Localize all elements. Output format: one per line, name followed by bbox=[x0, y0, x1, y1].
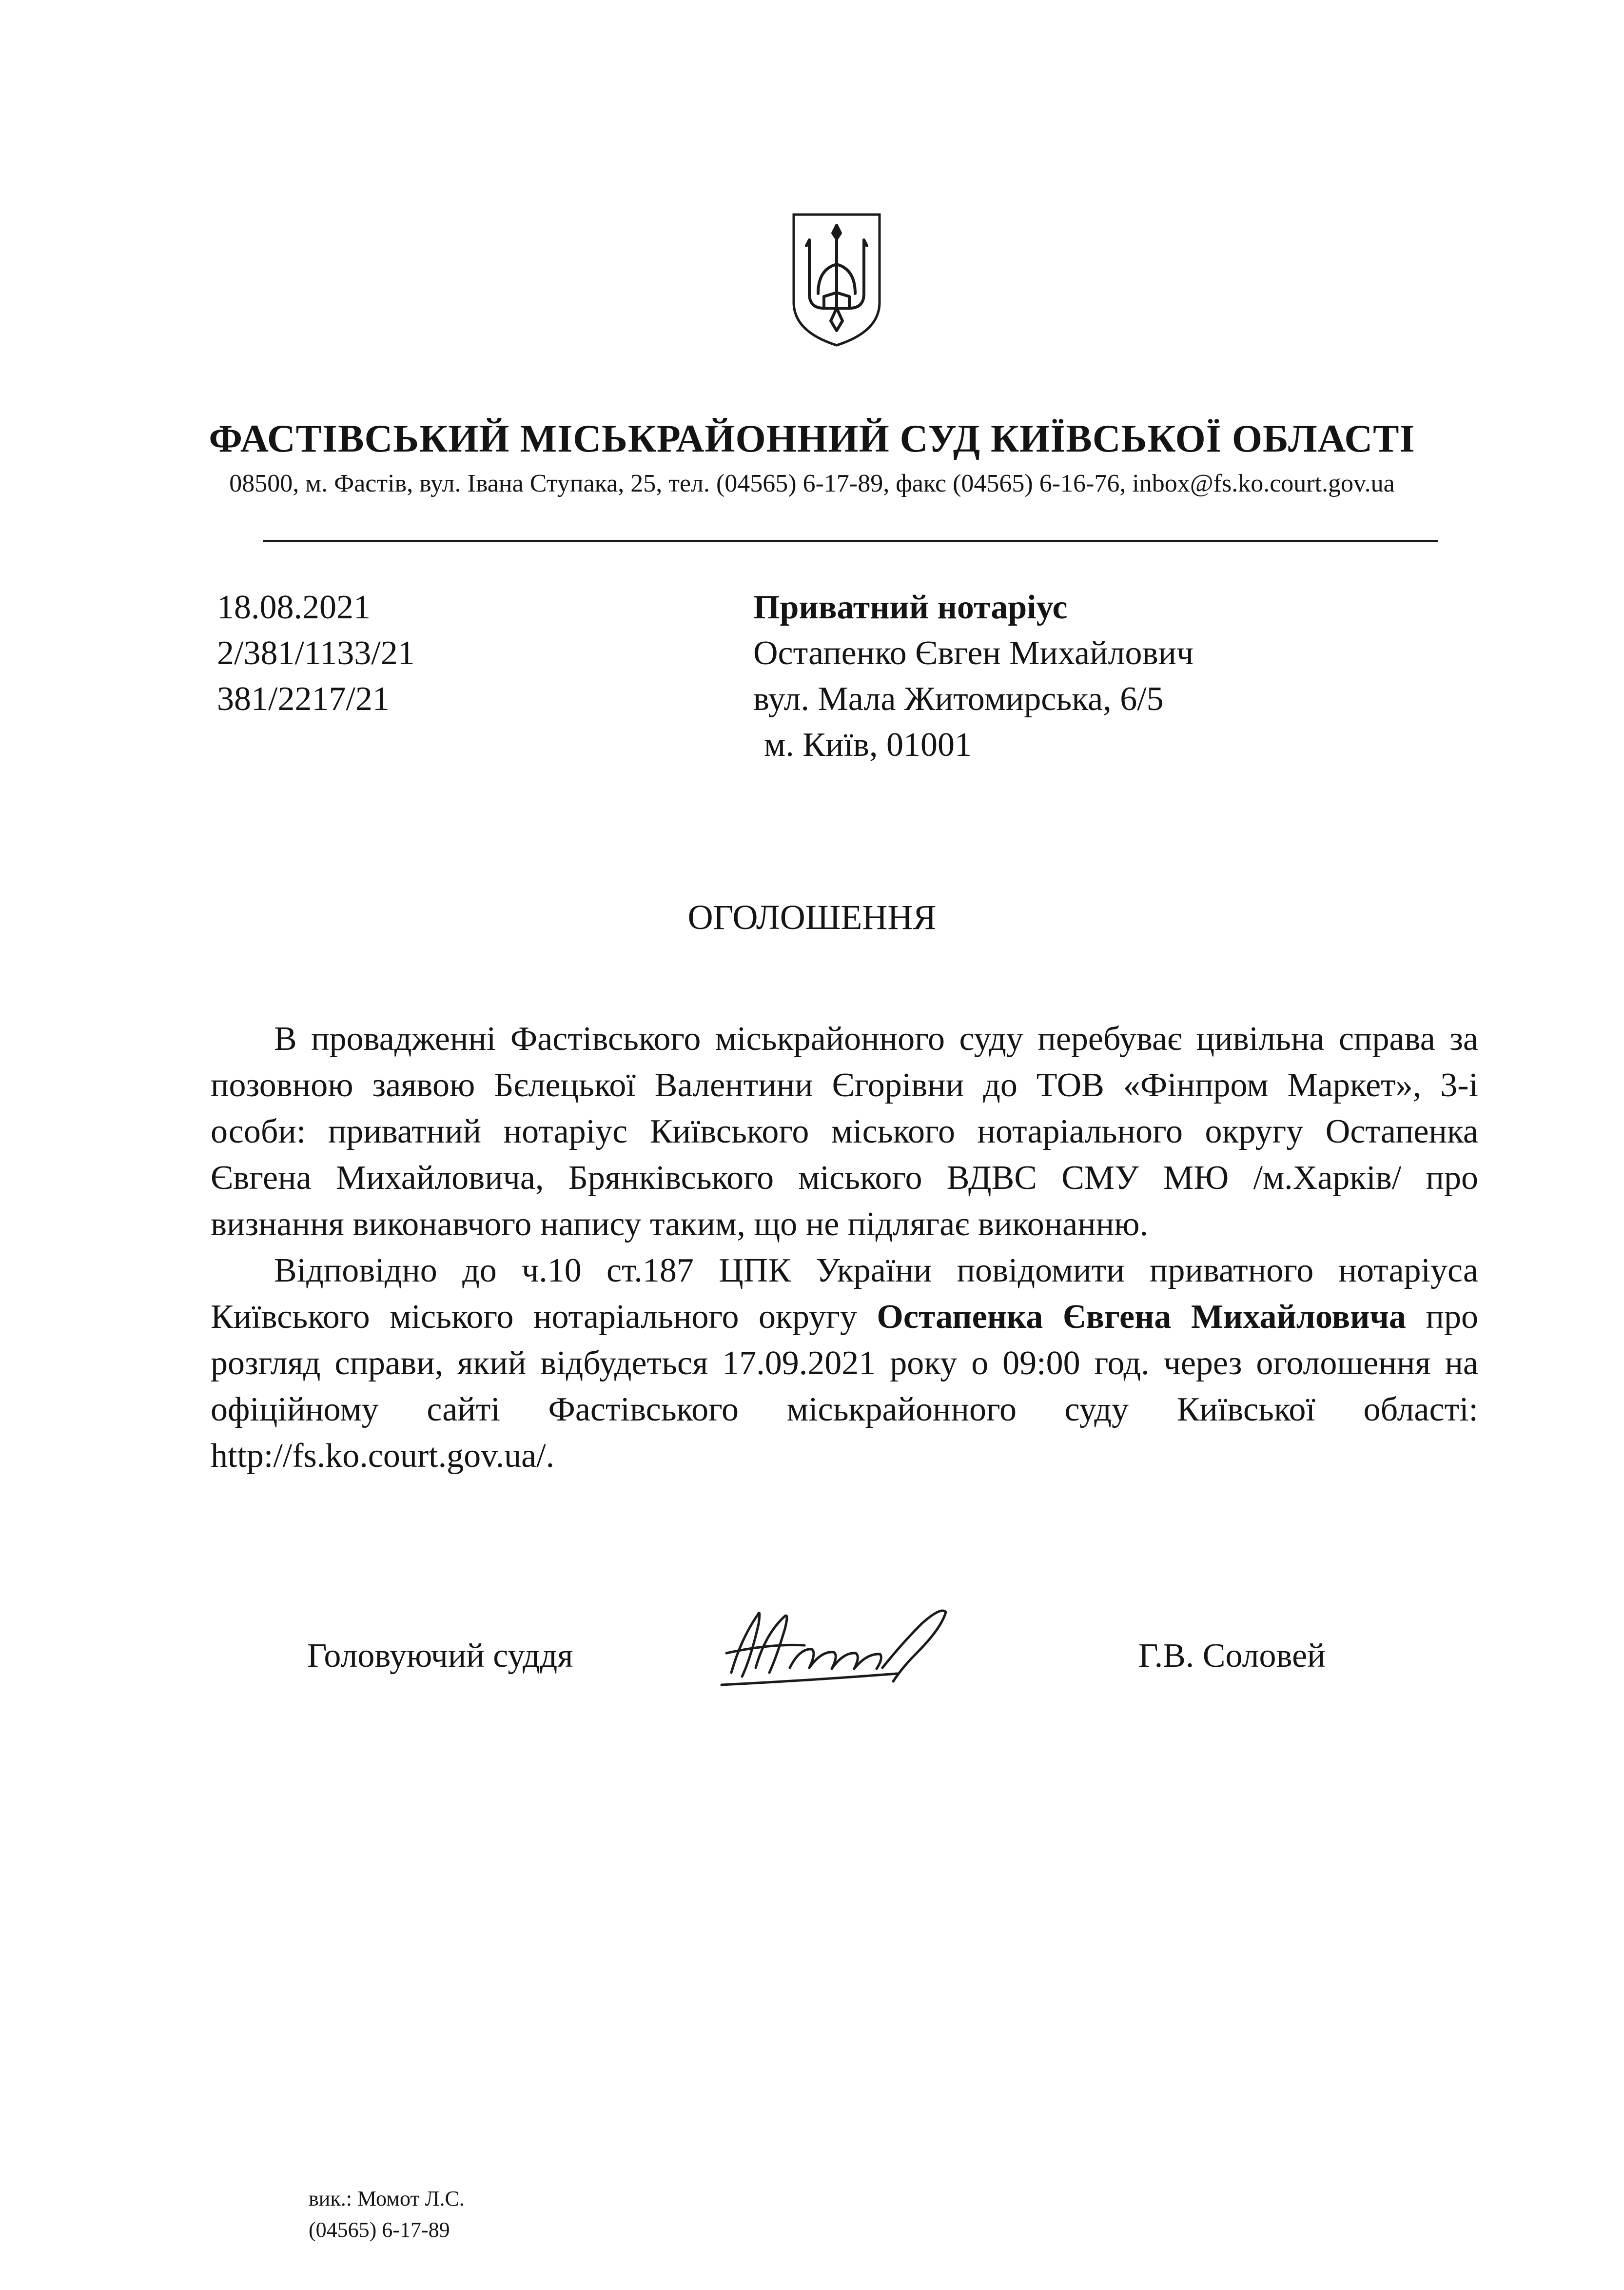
recipient-title: Приватний нотаріус bbox=[753, 589, 1068, 626]
paragraph-text: Відповідно до ч.10 ст.187 ЦПК України повідомити приватного нотаріуса Київського міського нотаріального округу bbox=[211, 1252, 1478, 1336]
notice-title: ОГОЛОШЕННЯ bbox=[687, 898, 937, 937]
trident-emblem-icon bbox=[790, 211, 883, 348]
recipient-name: Остапенко Євген Михайлович bbox=[753, 634, 1194, 672]
executor: вик.: Момот Л.С. bbox=[309, 2187, 465, 2211]
signatory-name: Г.В. Соловей bbox=[1138, 1637, 1326, 1675]
court-address: 08500, м. Фастів, вул. Івана Ступака, 25, тел. (04565) 6-17-89, факс (04565) 6-16-76, inbox@fs.ko.court.gov.ua bbox=[229, 470, 1395, 497]
document-date: 18.08.2021 bbox=[217, 589, 371, 626]
recipient-street: вул. Мала Житомирська, 6/5 bbox=[753, 680, 1164, 718]
notary-name-bold: Остапенка Євгена Михайловича bbox=[877, 1298, 1406, 1336]
executor-phone: (04565) 6-17-89 bbox=[309, 2218, 450, 2242]
court-name: ФАСТІВСЬКИЙ МІСЬКРАЙОННИЙ СУД КИЇВСЬКОЇ ОБЛАСТІ bbox=[209, 417, 1415, 460]
header-divider bbox=[263, 540, 1438, 542]
handwritten-signature bbox=[712, 1595, 965, 1697]
signatory-role: Головуючий суддя bbox=[307, 1637, 573, 1675]
case-number: 2/381/1133/21 bbox=[217, 634, 415, 672]
notice-paragraph bbox=[211, 1247, 1478, 1479]
paragraph-text: про розгляд справи, який відбудеться 17.09.2021 року о 09:00 год. через оголошення на офіційному сайті Фастівського міськрайонного суду Київської області: http://fs.ko.court.gov.ua/. bbox=[211, 1298, 1478, 1475]
notice-body bbox=[211, 1016, 1478, 1479]
recipient-city: м. Київ, 01001 bbox=[764, 726, 972, 764]
notice-paragraph: В провадженні Фастівського міськрайонного суду перебуває цивільна справа за позовною заявою Бєлецької Валентини Єгорівни до ТОВ «Фінпром Маркет», 3-і особи: приватний нотаріус Київського міського нотаріального округу Остапенка Євгена Михайловича, Брянківського міського ВДВС СМУ МЮ /м.Харків/ про визнання виконавчого напису таким, що не підлягає виконанню. bbox=[211, 1020, 1478, 1243]
proceeding-number: 381/2217/21 bbox=[217, 680, 390, 718]
